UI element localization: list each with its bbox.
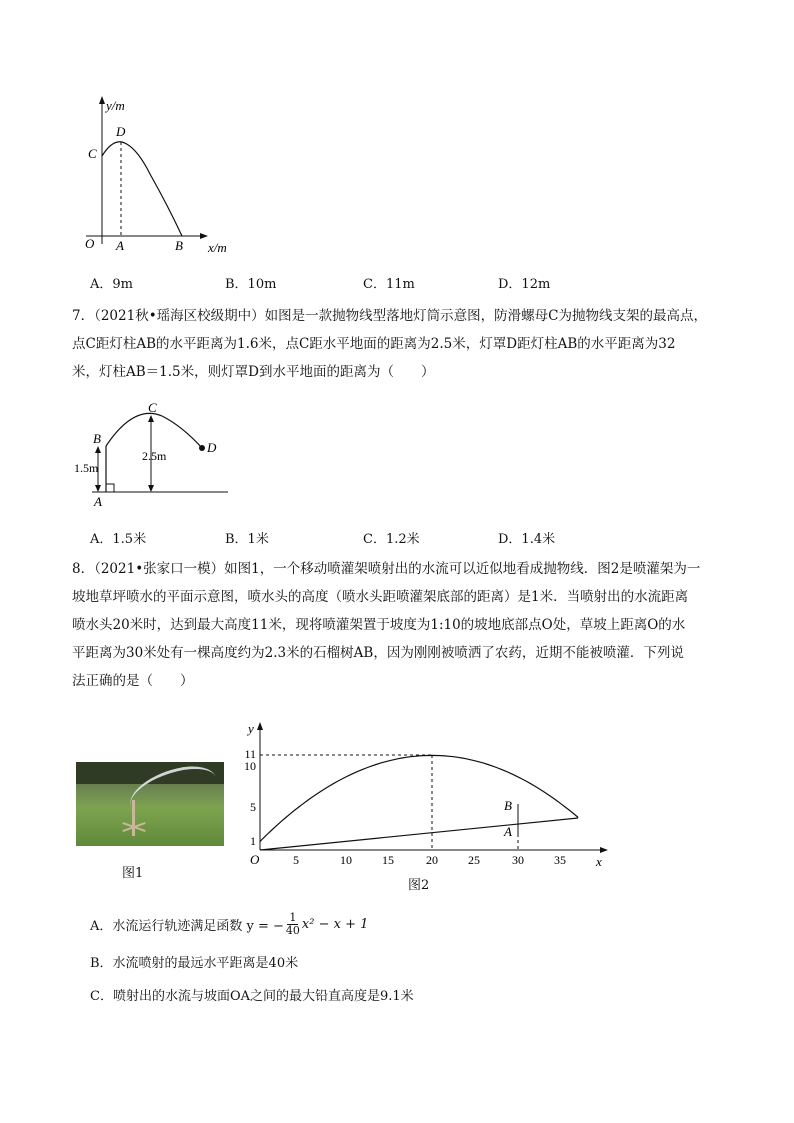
q8-line-3: 喷水头20米时，达到最大高度11米，现将喷灌架置于坡度为1:10的坡地底部点O处，草坡上距离O的水 [72, 617, 686, 633]
q6-option-a: A．9m [90, 277, 133, 292]
figure-2-caption: 图2 [408, 878, 430, 893]
q7-label-D: D [207, 440, 217, 455]
q7-label-B: B [93, 431, 101, 446]
q6-y-label: y/m [106, 98, 125, 113]
q6-y-arrow [99, 96, 105, 104]
q8-line-1: 8．（2021•张家口一模）如图1，一个移动喷灌架喷射出的水流可以近似地看成抛物线．图2是喷灌架为一 [72, 561, 701, 577]
q6-parabola [102, 142, 182, 236]
q7-line-2: 点C距灯柱AB的水平距离为1.6米，点C距水平地面的距离为2.5米，灯罩D距灯柱AB的水平距离为32 [72, 336, 676, 352]
q7-option-b: B．1米 [225, 532, 269, 547]
q6-option-b: B．10m [225, 277, 277, 292]
q7-right-angle [106, 484, 114, 492]
q8-option-a-numerator: 1 [289, 911, 297, 924]
q8-y-tick: 1 [250, 834, 256, 848]
q8-x-tick: 25 [468, 853, 480, 867]
q8-origin-O: O [250, 852, 260, 867]
q8-figure-2 [238, 718, 618, 878]
q6-figure [72, 94, 272, 266]
q8-option-a [90, 912, 368, 937]
q6-label-D: D [116, 124, 126, 139]
q6-x-label: x/m [208, 240, 227, 255]
q8-y-ticks [244, 747, 256, 848]
q8-slope-line [260, 818, 578, 850]
q7-parabola [106, 413, 202, 448]
q8-option-a-fraction [286, 912, 300, 937]
q8-option-a-prefix: A．水流运行轨迹满足函数 y = − [90, 919, 284, 934]
q7-label-A: A [94, 494, 102, 508]
q8-x-tick: 15 [382, 853, 394, 867]
q8-line-5: 法正确的是（ ） [72, 673, 194, 689]
q8-x-label: x [596, 854, 602, 869]
figure-1-caption: 图1 [122, 866, 144, 881]
q8-x-tick: 10 [340, 853, 352, 867]
q7-option-a: A．1.5米 [90, 532, 147, 547]
q7-point-D [199, 445, 205, 451]
q6-x-arrow [200, 233, 208, 239]
photo-sprinkler-stand [132, 800, 135, 836]
q8-question [72, 555, 722, 695]
q8-option-c: C．喷射出的水流与坡面OA之间的最大铅直高度是9.1米 [90, 989, 414, 1004]
q8-x-tick: 5 [293, 853, 299, 867]
q7-label-15m: 1.5m [74, 461, 99, 475]
q8-line-4: 平距离为30米处有一棵高度约为2.3米的石榴树AB，因为刚刚被喷洒了农药，近期不能被喷灌．下列说 [72, 645, 684, 661]
q7-option-c: C．1.2米 [363, 532, 420, 547]
q8-y-tick: 11 [244, 747, 256, 761]
q8-y-tick: 5 [250, 800, 256, 814]
q8-option-a-denominator: 40 [285, 924, 300, 937]
q8-label-A: A [504, 824, 512, 839]
q6-label-C: C [88, 146, 97, 161]
q8-label-B: B [504, 798, 512, 813]
q8-x-tick: 35 [554, 853, 566, 867]
q6-option-d: D．12m [498, 277, 551, 292]
q7-label-25m: 2.5m [142, 449, 167, 463]
q8-x-ticks [293, 853, 566, 867]
q7-line-1: 7．（2021秋•瑶海区校级期中）如图是一款抛物线型落地灯筒示意图，防滑螺母C为抛物线支架的最高点， [72, 308, 707, 324]
q8-y-tick: 10 [244, 759, 256, 773]
q7-question [72, 302, 722, 386]
q6-option-c: C．11m [363, 277, 415, 292]
q8-line-2: 坡地草坪喷水的平面示意图，喷水头的高度（喷水头距喷灌架底部的距离）是1米．当喷射出的水流距离 [72, 589, 689, 605]
q6-label-O: O [85, 236, 95, 251]
q8-option-b: B．水流喷射的最远水平距离是40米 [90, 956, 299, 971]
q6-label-A: A [116, 238, 124, 253]
q8-x-tick: 30 [512, 853, 524, 867]
q8-y-label: y [248, 721, 254, 736]
q7-label-C: C [148, 400, 157, 415]
q7-figure [72, 396, 242, 508]
q8-option-a-suffix: x² − x + 1 [301, 917, 369, 932]
q8-x-tick: 20 [426, 853, 438, 867]
q7-line-3: 米，灯柱AB＝1.5米，则灯罩D到水平地面的距离为（ ） [72, 364, 435, 380]
q6-label-B: B [175, 238, 183, 253]
sprinkler-photo [76, 762, 224, 846]
q8-water-parabola [260, 755, 578, 841]
q7-option-d: D．1.4米 [498, 532, 556, 547]
